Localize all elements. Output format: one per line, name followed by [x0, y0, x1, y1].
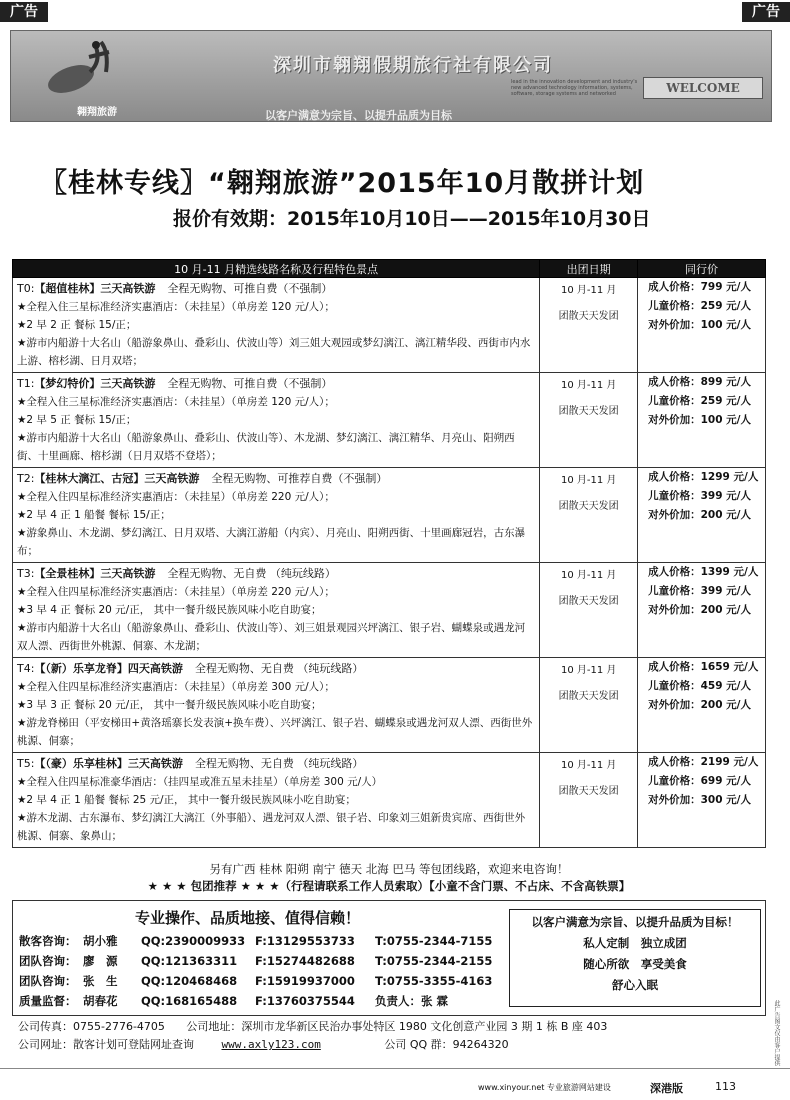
route-code: T1:	[17, 377, 35, 390]
contact-name: 胡春花	[83, 994, 118, 1008]
contact-label: 团队咨询：	[19, 954, 77, 968]
contact-title: 专业操作、品质地接、值得信赖！	[135, 909, 361, 927]
footer-edition: 深港版	[650, 1082, 683, 1095]
company-name: 深圳市翱翔假期旅行社有限公司	[273, 55, 553, 76]
ad-label-left: 广告	[0, 2, 48, 22]
contact-mobile: F:13129553733	[255, 934, 355, 948]
route-detail: ★全程入住四星标准经济实惠酒店：（未挂星）（单房差 300 元/人）；	[17, 681, 335, 693]
route-detail: ★游市内船游十大名山（船游象鼻山、叠彩山、伏波山等）、刘三姐景观园兴坪漓江、银子岩、蝴蝶泉或遇龙河双人漂、西街世外桃源、侗寨、木龙湖；	[17, 622, 526, 652]
route-code: T2:	[17, 472, 35, 485]
route-date: 10 月-11 月	[560, 760, 617, 771]
col-header-date: 出团日期	[540, 260, 638, 278]
banner-blurb: lead in the innovation development and industry's new advanced technology information, systems, software, storage systems and networked	[511, 79, 638, 97]
external-markup: 对外价加：300 元/人	[648, 794, 752, 806]
contact-qq: QQ:168165488	[141, 994, 238, 1008]
external-markup: 对外价加：200 元/人	[648, 509, 752, 521]
route-tag: 全程无购物、无自费 （纯玩线路）	[194, 757, 364, 770]
route-code: T5:	[17, 757, 35, 770]
route-depart: 团散天天发团	[558, 691, 619, 702]
route-name: 【（新）乐享龙脊】四天高铁游	[34, 662, 183, 675]
banner-slogan: 以客户满意为宗旨、以提升品质为目标	[265, 109, 452, 122]
route-detail: ★全程入住四星标准经济实惠酒店：（未挂星）（单房差 220 元/人）；	[17, 586, 335, 598]
adult-price: 成人价格：1399 元/人	[648, 566, 759, 578]
adult-price: 成人价格：1299 元/人	[648, 471, 759, 483]
contact-qq: QQ:121363311	[141, 954, 238, 968]
contact-row	[19, 933, 492, 949]
fax-address-line	[18, 1018, 607, 1034]
route-table	[12, 259, 766, 848]
child-price: 儿童价格：259 元/人	[648, 395, 752, 407]
route-detail: ★全程入住三星标准经济实惠酒店：（未挂星）（单房差 120 元/人）；	[17, 396, 335, 408]
footer-site: www.xinyour.net 专业旅游网站建设	[478, 1083, 611, 1092]
route-row	[13, 373, 766, 468]
company-banner	[10, 30, 772, 122]
route-detail: ★游龙脊梯田（平安梯田+黄洛瑶寨长发表演+换车费）、兴坪漓江、银子岩、蝴蝶泉或遇龙河双人漂、西街世外桃源、侗寨；	[17, 717, 533, 747]
route-row	[13, 563, 766, 658]
route-detail: ★游木龙湖、古东瀑布、梦幻漓江大漓江（外事船）、遇龙河双人漂、银子岩、印象刘三姐新贵宾席、西街世外桃源、侗寨、象鼻山；	[17, 812, 526, 842]
contact-row	[19, 973, 492, 989]
contact-label: 质量监督：	[19, 994, 77, 1008]
route-detail: ★2 早 2 正 餐标 15/正；	[17, 319, 137, 331]
promise-line: 随心所欲 享受美食	[583, 957, 687, 971]
company-address: 公司地址：深圳市龙华新区民治办事处特区 1980 文化创意产业园 3 期 1 栋 B 座 403	[186, 1020, 608, 1033]
side-disclaimer: 此广告图文仅由客户提供	[773, 1000, 780, 1066]
external-markup: 对外价加：100 元/人	[648, 414, 752, 426]
route-row	[13, 658, 766, 753]
route-detail: ★2 早 5 正 餐标 15/正；	[17, 414, 137, 426]
company-qq-group: 公司 QQ 群：94264320	[384, 1038, 509, 1051]
route-detail: ★2 早 4 正 1 船餐 餐标 25 元/正， 其中一餐升级民族风味小吃自助宴；	[17, 794, 356, 806]
route-code: T4:	[17, 662, 35, 675]
contact-box	[12, 900, 766, 1016]
child-price: 儿童价格：259 元/人	[648, 300, 752, 312]
welcome-badge: WELCOME	[643, 77, 763, 99]
route-depart: 团散天天发团	[558, 311, 619, 322]
route-code: T3:	[17, 567, 35, 580]
promise-line: 舒心入眠	[612, 978, 658, 992]
page-title: 〖桂林专线〗“翱翔旅游”2015年10月散拼计划	[40, 168, 645, 199]
contact-qq: QQ:120468468	[141, 974, 238, 988]
contact-mobile: F:15274482688	[255, 954, 355, 968]
route-detail: ★全程入住四星标准豪华酒店：（挂四星或准五星未挂星）（单房差 300 元/人）	[17, 776, 383, 788]
contact-row	[19, 953, 492, 969]
promise-box	[509, 909, 761, 1007]
contact-label: 团队咨询：	[19, 974, 77, 988]
child-price: 儿童价格：399 元/人	[648, 490, 752, 502]
adult-price: 成人价格：899 元/人	[648, 376, 752, 388]
route-code: T0:	[17, 282, 35, 295]
adult-price: 成人价格：2199 元/人	[648, 756, 759, 768]
route-tag: 全程无购物、可推自费（不强制）	[167, 377, 333, 390]
leaf-logo-icon	[41, 37, 121, 97]
external-markup: 对外价加：100 元/人	[648, 319, 752, 331]
route-detail: ★游市内船游十大名山（船游象鼻山、叠彩山、伏波山等）刘三姐大观园或梦幻漓江、漓江精华段、西街市内水上游、榕杉湖、日月双塔；	[17, 337, 531, 367]
route-detail: ★2 早 4 正 1 船餐 餐标 15/正；	[17, 509, 171, 521]
contact-qq: QQ:2390009933	[141, 934, 246, 948]
route-detail: ★游象鼻山、木龙湖、梦幻漓江、日月双塔、大漓江游船（内宾）、月亮山、阳朔西街、十里画廊冠岩，古东瀑布；	[17, 527, 526, 557]
contact-phone: T:0755-3355-4163	[375, 974, 493, 988]
route-tag: 全程无购物、可推自费（不强制）	[167, 282, 333, 295]
route-name: 【梦幻特价】三天高铁游	[34, 377, 156, 390]
route-date: 10 月-11 月	[560, 380, 617, 391]
route-row	[13, 468, 766, 563]
route-tag: 全程无购物、无自费 （纯玩线路）	[167, 567, 336, 580]
route-row	[13, 753, 766, 848]
contact-phone: T:0755-2344-2155	[375, 954, 493, 968]
route-tag: 全程无购物、可推荐自费（不强制）	[211, 472, 388, 485]
validity-subtitle: 报价有效期：2015年10月10日——2015年10月30日	[173, 208, 651, 230]
route-date: 10 月-11 月	[560, 285, 617, 296]
route-name: 【全景桂林】三天高铁游	[34, 567, 156, 580]
route-depart: 团散天天发团	[558, 501, 619, 512]
contact-row	[19, 993, 448, 1009]
route-row	[13, 278, 766, 373]
promise-line: 私人定制 独立成团	[583, 936, 687, 950]
route-depart: 团散天天发团	[558, 786, 619, 797]
route-name: 【（豪）乐享桂林】三天高铁游	[34, 757, 183, 770]
contact-mobile: F:13760375544	[255, 994, 355, 1008]
web-line	[18, 1036, 509, 1052]
other-routes-note: 另有广西 桂林 阳朔 南宁 德天 北海 巴马 等包团线路，欢迎来电咨询！	[209, 862, 569, 876]
route-detail: ★全程入住三星标准经济实惠酒店：（未挂星）（单房差 120 元/人）；	[17, 301, 335, 313]
route-date: 10 月-11 月	[560, 570, 617, 581]
col-header-route: 10 月-11 月精选线路名称及行程特色景点	[13, 260, 540, 278]
page-number: 113	[715, 1080, 736, 1093]
child-price: 儿童价格：459 元/人	[648, 680, 752, 692]
contact-phone: 负责人：张 霖	[375, 994, 449, 1008]
route-detail: ★3 早 3 正 餐标 20 元/正， 其中一餐升级民族风味小吃自助宴；	[17, 699, 322, 711]
route-date: 10 月-11 月	[560, 475, 617, 486]
route-depart: 团散天天发团	[558, 596, 619, 607]
contact-name: 张 生	[83, 974, 118, 988]
route-name: 【桂林大漓江、古冠】三天高铁游	[34, 472, 200, 485]
external-markup: 对外价加：200 元/人	[648, 699, 752, 711]
route-detail: ★全程入住四星标准经济实惠酒店：（未挂星）（单房差 220 元/人）；	[17, 491, 335, 503]
promise-line: 以客户满意为宗旨、以提升品质为目标！	[531, 915, 739, 929]
contact-phone: T:0755-2344-7155	[375, 934, 493, 948]
contact-name: 胡小雅	[83, 934, 118, 948]
company-website-link[interactable]: www.axly123.com	[221, 1038, 321, 1051]
adult-price: 成人价格：1659 元/人	[648, 661, 759, 673]
child-price: 儿童价格：399 元/人	[648, 585, 752, 597]
company-fax: 公司传真：0755-2776-4705	[18, 1020, 165, 1033]
route-detail: ★3 早 4 正 餐标 20 元/正， 其中一餐升级民族风味小吃自助宴；	[17, 604, 322, 616]
group-tour-note: ★ ★ ★ 包团推荐 ★ ★ ★（行程请联系工作人员索取）【小童不含门票、不占床、不含高铁票】	[147, 879, 631, 893]
route-date: 10 月-11 月	[560, 665, 617, 676]
external-markup: 对外价加：200 元/人	[648, 604, 752, 616]
ad-label-right: 广告	[742, 2, 790, 22]
company-website-label: 公司网址：散客计划可登陆网址查询	[18, 1038, 194, 1051]
logo-text: 翱翔旅游	[77, 107, 117, 118]
route-name: 【超值桂林】三天高铁游	[34, 282, 156, 295]
contact-label: 散客咨询：	[19, 934, 77, 948]
route-detail: ★游市内船游十大名山（船游象鼻山、叠彩山、伏波山等）、木龙湖、梦幻漓江、漓江精华、月亮山、阳朔西街、十里画廊、榕杉湖（日月双塔不登塔）；	[17, 432, 515, 462]
child-price: 儿童价格：699 元/人	[648, 775, 752, 787]
col-header-price: 同行价	[638, 260, 766, 278]
route-depart: 团散天天发团	[558, 406, 619, 417]
contact-name: 廖 源	[83, 954, 118, 968]
route-tag: 全程无购物、无自费 （纯玩线路）	[194, 662, 364, 675]
adult-price: 成人价格：799 元/人	[648, 281, 752, 293]
contact-mobile: F:15919937000	[255, 974, 355, 988]
bottom-divider	[0, 1068, 790, 1069]
